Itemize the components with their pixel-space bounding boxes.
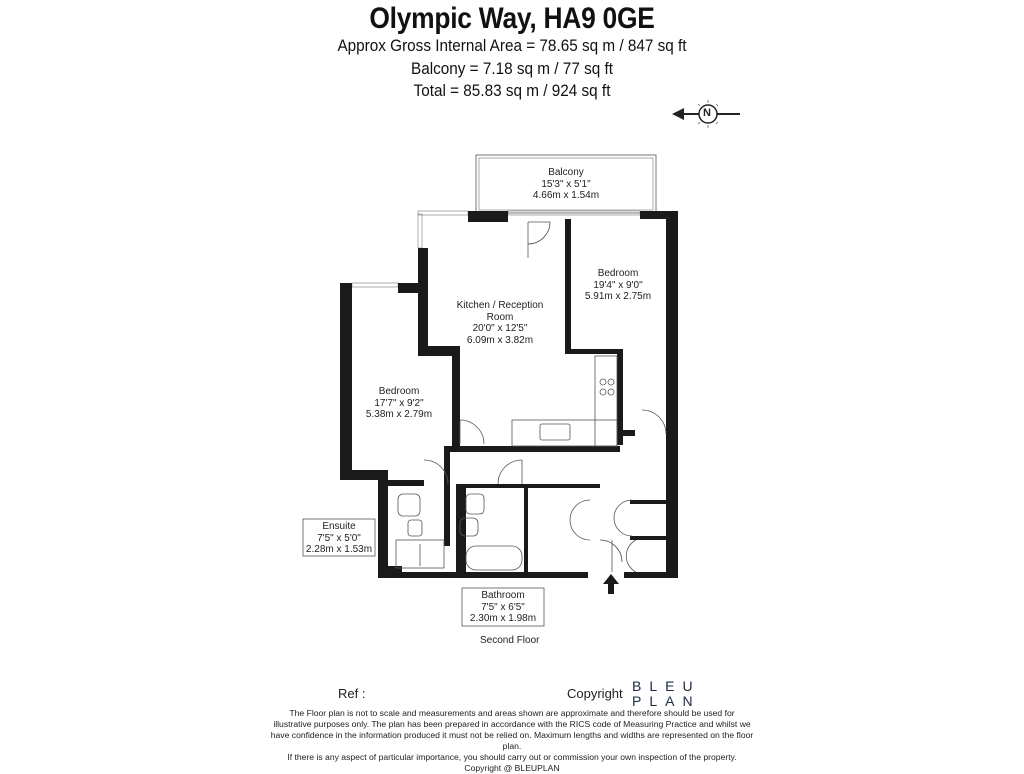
copyright-label: Copyright <box>567 686 623 701</box>
bleuplan-logo <box>632 679 701 709</box>
bathroom-imperial: 7'5" x 6'5" <box>481 601 525 613</box>
bedroom-left-label <box>352 386 446 421</box>
bathroom-name: Bathroom <box>481 590 525 601</box>
bathroom-label <box>462 590 544 625</box>
bedroom-right-metric: 5.91m x 2.75m <box>584 291 652 302</box>
balcony-imperial: 15'3" x 5'1" <box>541 178 591 190</box>
balcony-area-text: Balcony = 7.18 sq m / 77 sq ft <box>411 59 613 78</box>
disclaimer-line: illustrative purposes only. The plan has been prepared in accordance with the RICS code of Measuring Practice and whilst we <box>273 719 751 729</box>
kitchen-metric: 6.09m x 3.82m <box>466 334 534 346</box>
balcony-label <box>516 167 616 202</box>
ensuite-label <box>303 521 375 556</box>
bedroom-right-imperial: 19'4" x 9'0" <box>593 279 643 291</box>
ensuite-imperial: 7'5" x 5'0" <box>317 532 361 544</box>
total-area-text: Total = 85.83 sq m / 924 sq ft <box>413 81 611 100</box>
entrance-arrow-icon <box>603 574 619 594</box>
balcony-metric: 4.66m x 1.54m <box>532 190 600 201</box>
bathroom-metric: 2.30m x 1.98m <box>469 613 537 624</box>
ref-label: Ref : <box>338 686 366 701</box>
compass-letter: N <box>703 107 711 119</box>
floor-label: Second Floor <box>480 635 540 646</box>
bedroom-right-label <box>571 268 665 303</box>
kitchen-name-line1: Kitchen / Reception <box>456 300 544 311</box>
logo-line1: BLEU <box>632 678 701 694</box>
kitchen-units <box>512 356 617 446</box>
bedroom-right-name: Bedroom <box>597 268 639 279</box>
kitchen-label <box>440 300 560 346</box>
bedroom-left-metric: 5.38m x 2.79m <box>365 409 433 420</box>
disclaimer-line: If there is any aspect of particular importance, you should carry out or commission your own inspection of the property. <box>287 752 737 762</box>
disclaimer-line: have confidence in the information produced it must not be relied on. Maximum lengths and widths are represented on the floor plan. <box>270 730 754 751</box>
kitchen-name-line2: Room <box>486 311 514 323</box>
logo-line2: PLAN <box>632 693 701 709</box>
bedroom-left-imperial: 17'7" x 9'2" <box>374 397 424 409</box>
page-title: Olympic Way, HA9 0GE <box>369 2 655 35</box>
kitchen-imperial: 20'0" x 12'5" <box>472 323 528 334</box>
disclaimer <box>262 708 762 774</box>
bedroom-left-name: Bedroom <box>378 386 420 397</box>
disclaimer-line: The Floor plan is not to scale and measurements and areas shown are approximate and therefore should be used for <box>289 708 735 718</box>
disclaimer-line: Copyright @ BLEUPLAN <box>464 763 560 773</box>
gross-area-text: Approx Gross Internal Area = 78.65 sq m / 847 sq ft <box>337 36 687 55</box>
ensuite-metric: 2.28m x 1.53m <box>305 544 373 555</box>
ensuite-name: Ensuite <box>322 521 356 532</box>
balcony-name: Balcony <box>548 167 584 178</box>
